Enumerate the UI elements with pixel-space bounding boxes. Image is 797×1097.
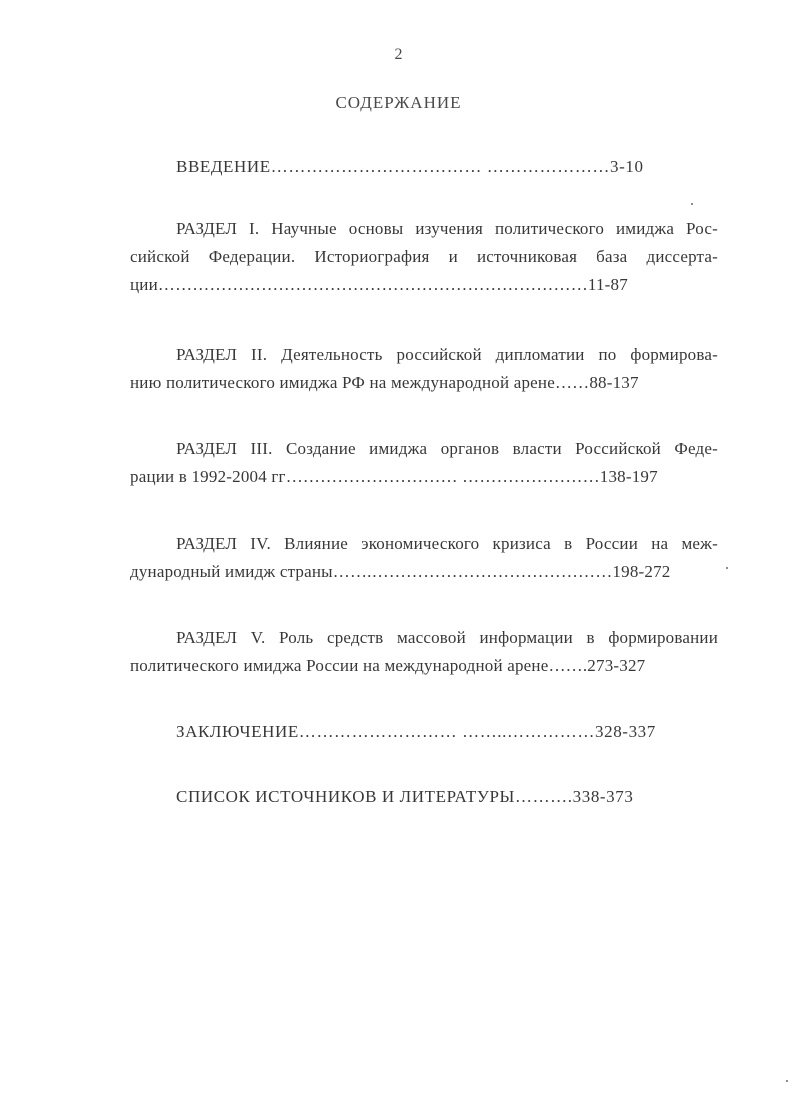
toc-entry-line: сийской Федерации. Историография и источниковая база диссерта- bbox=[130, 247, 718, 266]
toc-entry-line: рации в 1992-2004 гг………………………… ……………………138-197 bbox=[130, 467, 658, 486]
toc-entry-section-2 bbox=[130, 341, 718, 397]
toc-entry-line: РАЗДЕЛ V. Роль средств массовой информации в формировании bbox=[176, 628, 718, 647]
scan-speck bbox=[786, 1080, 788, 1082]
toc-entry-introduction bbox=[130, 153, 718, 181]
toc-entry-bibliography bbox=[130, 783, 718, 811]
toc-entry-section-1 bbox=[130, 215, 718, 299]
toc-entry-line: ции…………………………………………………………………11-87 bbox=[130, 275, 628, 294]
toc-entry-line: СПИСОК ИСТОЧНИКОВ И ЛИТЕРАТУРЫ……….338-373 bbox=[176, 787, 634, 806]
page-number: 2 bbox=[394, 46, 403, 63]
toc-entry-line: дународный имидж страны…….……………………………………198-272 bbox=[130, 562, 671, 581]
toc-entry-line: РАЗДЕЛ IV. Влияние экономического кризиса в России на меж- bbox=[176, 534, 718, 553]
toc-entry-section-5 bbox=[130, 624, 718, 680]
toc-entry-line: РАЗДЕЛ I. Научные основы изучения политического имиджа Рос- bbox=[176, 219, 718, 238]
scan-speck bbox=[691, 203, 693, 205]
toc-entry-line: ЗАКЛЮЧЕНИЕ……………………… ……..……………328-337 bbox=[176, 722, 656, 741]
toc-entry-line: политического имиджа России на международной арене…….273-327 bbox=[130, 656, 646, 675]
toc-entry-line: РАЗДЕЛ III. Создание имиджа органов власти Российской Феде- bbox=[176, 439, 718, 458]
toc-entry-line: ВВЕДЕНИЕ……………………………… …………………3-10 bbox=[176, 157, 644, 176]
toc-entry-section-3 bbox=[130, 435, 718, 491]
toc-entry-line: РАЗДЕЛ II. Деятельность российской дипломатии по формирова- bbox=[176, 345, 718, 364]
toc-entry-conclusion bbox=[130, 718, 718, 746]
toc-title: СОДЕРЖАНИЕ bbox=[335, 93, 462, 112]
toc-entry-line: нию политического имиджа РФ на международной арене……88-137 bbox=[130, 373, 639, 392]
toc-entry-section-4 bbox=[130, 530, 718, 586]
scan-speck bbox=[726, 567, 728, 569]
